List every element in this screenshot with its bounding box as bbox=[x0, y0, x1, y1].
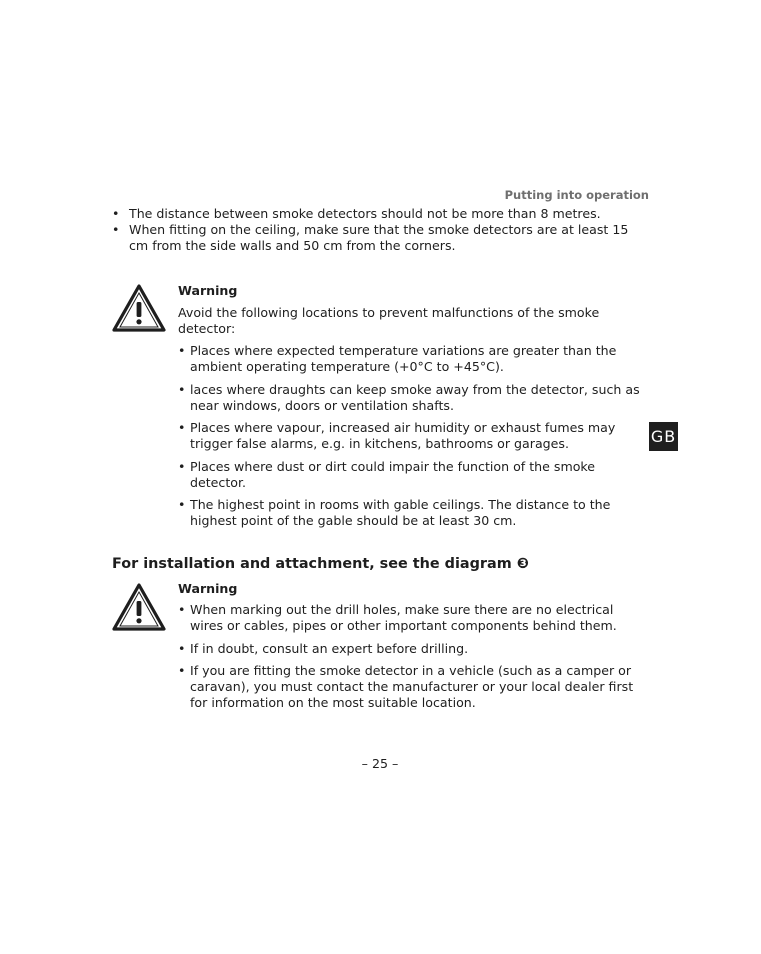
warning-triangle-icon bbox=[111, 582, 167, 632]
list-item-text: If in doubt, consult an expert before drilling. bbox=[190, 640, 469, 656]
warning-title: Warning bbox=[178, 581, 238, 596]
bullet-marker: • bbox=[178, 343, 186, 358]
warning-triangle-icon bbox=[111, 283, 167, 333]
bullet-marker: • bbox=[178, 663, 186, 678]
list-item bbox=[178, 420, 648, 452]
bullet-marker: • bbox=[178, 497, 186, 512]
list-item-text: When fitting on the ceiling, make sure that the smoke detectors are at least 15 cm from the side walls and 50 cm from the corners. bbox=[129, 222, 629, 253]
list-item bbox=[112, 222, 632, 254]
warning-locations-list bbox=[178, 343, 648, 536]
bullet-marker: • bbox=[112, 206, 120, 221]
list-item-text: Places where vapour, increased air humidity or exhaust fumes may trigger false alarms, e.g. in kitchens, bathrooms or garages. bbox=[190, 420, 616, 451]
list-item bbox=[112, 206, 632, 222]
warning-drilling-list bbox=[178, 602, 648, 718]
page-number: – 25 – bbox=[361, 756, 399, 771]
list-item-text: laces where draughts can keep smoke away from the detector, such as near windows, doors or ventilation shafts. bbox=[190, 381, 640, 413]
list-item bbox=[178, 459, 648, 491]
list-item bbox=[178, 497, 648, 529]
list-item-text: The highest point in rooms with gable ceilings. The distance to the highest point of the gable should be at least 30 cm. bbox=[190, 497, 611, 528]
language-tab: GB bbox=[649, 422, 678, 451]
list-item bbox=[178, 382, 648, 414]
bullet-marker: • bbox=[178, 420, 186, 435]
bullet-marker: • bbox=[112, 222, 120, 237]
warning-intro: Avoid the following locations to prevent malfunctions of the smoke detector: bbox=[178, 305, 600, 336]
list-item-text: The distance between smoke detectors should not be more than 8 metres. bbox=[129, 206, 601, 221]
list-item-text: Places where dust or dirt could impair the function of the smoke detector. bbox=[190, 458, 596, 490]
bullet-marker: • bbox=[178, 458, 186, 474]
list-item bbox=[178, 602, 648, 634]
section-heading: For installation and attachment, see the diagram ❸ bbox=[112, 556, 529, 572]
bullet-marker: • bbox=[178, 381, 186, 397]
warning-title: Warning bbox=[178, 283, 238, 298]
running-header: Putting into operation bbox=[504, 188, 649, 202]
list-item bbox=[178, 343, 648, 375]
list-item-text: When marking out the drill holes, make sure there are no electrical wires or cables, pipes or other important components behind them. bbox=[190, 602, 617, 633]
list-item bbox=[178, 641, 648, 657]
list-item-text: Places where expected temperature variations are greater than the ambient operating temperature (+0°C to +45°C). bbox=[190, 343, 617, 374]
bullet-marker: • bbox=[178, 640, 186, 656]
list-item-text: If you are fitting the smoke detector in a vehicle (such as a camper or caravan), you must contact the manufacturer or your local dealer first for information on the most suitable location. bbox=[190, 663, 634, 710]
bullet-marker: • bbox=[178, 602, 186, 617]
list-item bbox=[178, 663, 648, 711]
intro-bullet-list bbox=[112, 206, 632, 254]
